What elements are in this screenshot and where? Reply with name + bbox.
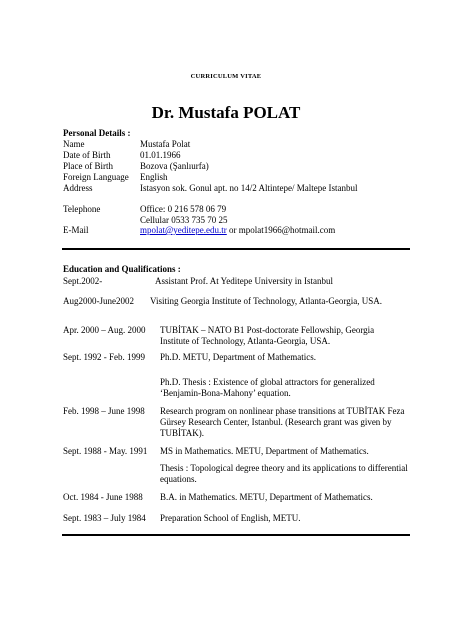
edu-thesis-text: Ph.D. Thesis : Existence of global attractors for generalized ‘Benjamin-Bona-Mahony’ equation.	[160, 377, 375, 398]
edu-text: MS in Mathematics. METU, Department of Mathematics.	[160, 446, 369, 456]
section-divider-top	[62, 248, 410, 250]
address-label: Address	[63, 183, 93, 193]
edu-text: B.A. in Mathematics. METU, Department of Mathematics.	[160, 492, 373, 502]
address-value: Istasyon sok. Gonul apt. no 14/2 Altintepe/ Maltepe Istanbul	[140, 183, 358, 193]
edu-text: Preparation School of English, METU.	[160, 513, 301, 523]
edu-date: Sept. 1992 - Feb. 1999	[63, 352, 145, 362]
education-heading: Education and Qualifications :	[63, 264, 181, 274]
edu-date: Sept. 1988 - May. 1991	[63, 446, 148, 456]
pob-value: Bozova (Şanlıurfa)	[140, 161, 209, 171]
personal-details-heading: Personal Details :	[63, 128, 131, 138]
telephone-office-value: Office: 0 216 578 06 79	[140, 204, 227, 214]
pob-label: Place of Birth	[63, 161, 113, 171]
edu-date: Sept. 1983 – July 1984	[63, 513, 146, 523]
email-link[interactable]: mpolat@yeditepe.edu.tr	[140, 225, 227, 235]
email-alt-text: or mpolat1966@hotmail.com	[226, 225, 336, 235]
document-type-title: CURRICULUM VITAE	[190, 73, 262, 80]
person-name-heading: Dr. Mustafa POLAT	[151, 103, 301, 122]
dob-label: Date of Birth	[63, 150, 111, 160]
edu-text: TUBİTAK – NATO B1 Post-doctorate Fellowship, Georgia Institute of Technology, Atlanta-Georgia, USA.	[160, 325, 375, 346]
edu-date: Apr. 2000 – Aug. 2000	[63, 325, 146, 335]
dob-value: 01.01.1966	[140, 150, 181, 160]
edu-text: Assistant Prof. At Yeditepe University in Istanbul	[155, 276, 333, 286]
name-label: Name	[63, 139, 85, 149]
section-divider-bottom	[62, 534, 410, 536]
name-value: Mustafa Polat	[140, 139, 191, 149]
edu-text: Research program on nonlinear phase transitions at TUBİTAK Feza Gürsey Research Center, Istanbul. (Research grant was given by TUBİTAK).	[160, 406, 405, 438]
email-label: E-Mail	[63, 225, 89, 235]
edu-text: Visiting Georgia Institute of Technology, Atlanta-Georgia, USA.	[150, 296, 382, 306]
edu-text: Ph.D. METU, Department of Mathematics.	[160, 352, 316, 362]
telephone-label: Telephone	[63, 204, 101, 214]
language-value: English	[140, 172, 168, 182]
telephone-cell-value: Cellular 0533 735 70 25	[140, 215, 228, 225]
edu-date: Sept.2002-	[63, 276, 103, 286]
edu-date: Oct. 1984 - June 1988	[63, 492, 143, 502]
edu-thesis-text: Thesis : Topological degree theory and its applications to differential equations.	[160, 463, 408, 484]
language-label: Foreign Language	[63, 172, 129, 182]
edu-date: Aug2000-June2002	[63, 296, 134, 306]
edu-date: Feb. 1998 – June 1998	[63, 406, 145, 416]
email-value	[140, 225, 335, 236]
